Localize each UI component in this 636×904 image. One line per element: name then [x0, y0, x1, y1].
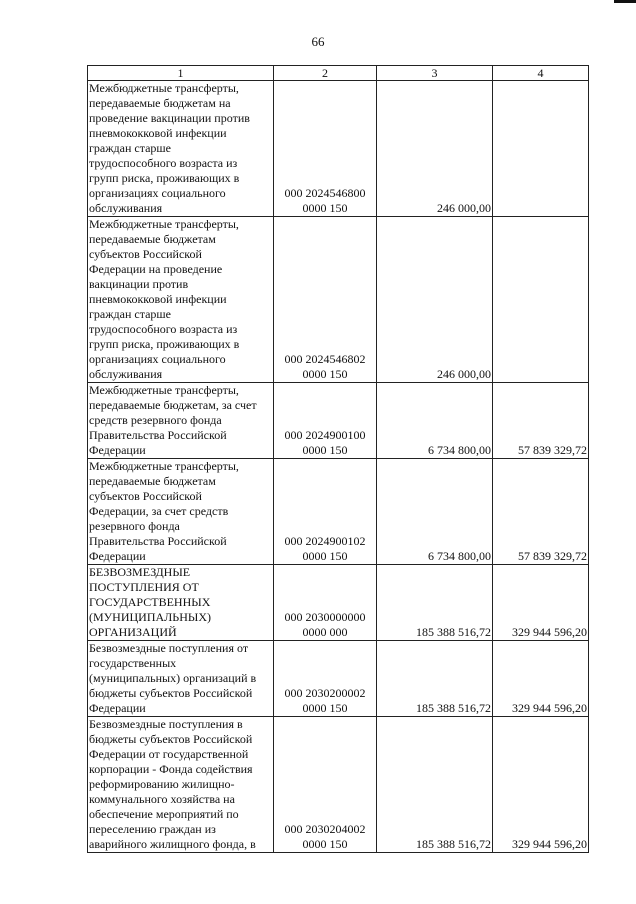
row-code: 000 2030204002 0000 150 [274, 717, 377, 853]
row-amount-col3: 246 000,00 [377, 81, 493, 217]
page-number: 66 [311, 34, 325, 49]
row-amount-col3: 6 734 800,00 [377, 383, 493, 459]
column-header: 3 [377, 66, 493, 81]
row-code: 000 2030200002 0000 150 [274, 641, 377, 717]
row-name: Безвозмездные поступления от государственных (муниципальных) организаций в бюджеты субъектов Российской Федерации [88, 641, 274, 717]
row-amount-col4: 329 944 596,20 [493, 641, 589, 717]
row-code: 000 2024900102 0000 150 [274, 459, 377, 565]
column-header: 4 [493, 66, 589, 81]
row-amount-col4: 57 839 329,72 [493, 383, 589, 459]
row-amount-col3: 185 388 516,72 [377, 641, 493, 717]
row-amount-col3: 6 734 800,00 [377, 459, 493, 565]
row-amount-col4: 329 944 596,20 [493, 565, 589, 641]
row-name: БЕЗВОЗМЕЗДНЫЕ ПОСТУПЛЕНИЯ ОТ ГОСУДАРСТВЕННЫХ (МУНИЦИПАЛЬНЫХ) ОРГАНИЗАЦИЙ [88, 565, 274, 641]
row-name: Межбюджетные трансферты, передаваемые бюджетам на проведение вакцинации против пневмококковой инфекции граждан старше трудоспособного возраста из групп риска, проживающих в организациях социального обслуживания [88, 81, 274, 217]
row-code: 000 2030000000 0000 000 [274, 565, 377, 641]
row-amount-col3: 185 388 516,72 [377, 565, 493, 641]
row-amount-col4 [493, 81, 589, 217]
table-row [88, 565, 589, 641]
row-code: 000 2024900100 0000 150 [274, 383, 377, 459]
row-code: 000 2024546800 0000 150 [274, 81, 377, 217]
table-row [88, 459, 589, 565]
row-name: Межбюджетные трансферты, передаваемые бюджетам, за счет средств резервного фонда Правительства Российской Федерации [88, 383, 274, 459]
table-row [88, 717, 589, 853]
row-code: 000 2024546802 0000 150 [274, 217, 377, 383]
budget-table [87, 65, 589, 853]
row-amount-col3: 246 000,00 [377, 217, 493, 383]
table-row [88, 81, 589, 217]
table-row [88, 217, 589, 383]
row-amount-col4: 57 839 329,72 [493, 459, 589, 565]
row-amount-col4 [493, 217, 589, 383]
column-header: 2 [274, 66, 377, 81]
table-header-row [88, 66, 589, 81]
row-amount-col3: 185 388 516,72 [377, 717, 493, 853]
column-header: 1 [88, 66, 274, 81]
corner-mark [614, 0, 636, 3]
table-row [88, 383, 589, 459]
row-amount-col4: 329 944 596,20 [493, 717, 589, 853]
row-name: Межбюджетные трансферты, передаваемые бюджетам субъектов Российской Федерации на проведение вакцинации против пневмококковой инфекции граждан старше трудоспособного возраста из групп риска, проживающих в организациях социального обслуживания [88, 217, 274, 383]
table-row [88, 641, 589, 717]
row-name: Межбюджетные трансферты, передаваемые бюджетам субъектов Российской Федерации, за счет средств резервного фонда Правительства Российской Федерации [88, 459, 274, 565]
row-name: Безвозмездные поступления в бюджеты субъектов Российской Федерации от государственной корпорации - Фонда содействия реформированию жилищно- коммунального хозяйства на обеспечение мероприятий по переселению граждан из аварийного жилищного фонда, в [88, 717, 274, 853]
